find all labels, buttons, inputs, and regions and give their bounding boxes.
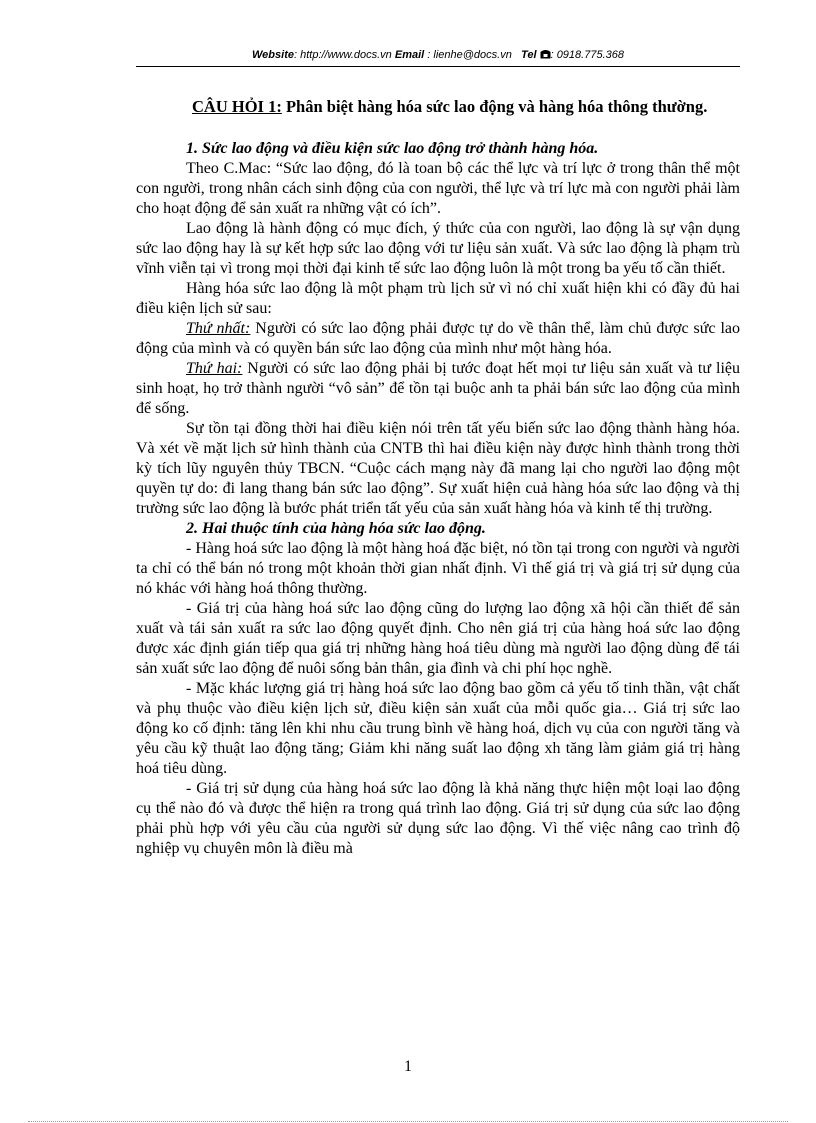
section-heading-1: 1. Sức lao động và điều kiện sức lao động trở thành hàng hóa.	[186, 140, 599, 157]
paragraph: - Giá trị của hàng hoá sức lao động cũng do lượng lao động xã hội cần thiết để sản xuất và tái sản xuất ra sức lao động quyết định. Cho nên giá trị của hàng hoá sức lao động được xác định gián tiếp qua giá trị những hàng hoá tiêu dùng mà người lao động dùng để tái sản xuất sức lao động để nuôi sống bản thân, gia đình và chi phí học nghề.	[136, 600, 740, 677]
condition-label: Thứ hai:	[186, 360, 243, 377]
page-number: 1	[404, 1058, 412, 1075]
paragraph: Sự tồn tại đồng thời hai điều kiện nói trên tất yếu biến sức lao động thành hàng hóa. Và xét về mặt lịch sử hình thành của CNTB thì hai điều kiện này được hình thành trong thời kỳ tích lũy nguyên thủy TBCN. “Cuộc cách mạng này đã mang lại cho người lao động một quyền tự do: đi lang thang bán sức lao động”. Sự xuất hiện cuả hàng hóa sức lao động và thị trường sức lao động là bước phát triển tất yếu của sản xuất hàng hóa và kinh tế thị trường.	[136, 420, 740, 517]
website-label: Website	[252, 49, 294, 61]
paragraph: - Hàng hoá sức lao động là một hàng hoá đặc biệt, nó tồn tại trong con người và người ta chỉ có thể bán nó trong một khoản thời gian nhất định. Vì thế giá trị và giá trị sử dụng của nó khác với hàng hoá thông thường.	[136, 540, 740, 597]
header-divider	[136, 66, 740, 67]
question-label: CÂU HỎI 1:	[192, 97, 282, 116]
page-header	[136, 48, 740, 62]
paragraph: Theo C.Mac: “Sức lao động, đó là toan bộ các thể lực và trí lực ở trong thân thể một con người, trong nhân cách sinh động của con người, thể lực và trí lực mà con người phải làm cho hoạt động để sản xuất ra những vật có ích”.	[136, 160, 740, 217]
paragraph: Hàng hóa sức lao động là một phạm trù lịch sử vì nó chỉ xuất hiện khi có đầy đủ hai điều kiện lịch sử sau:	[136, 280, 740, 317]
paragraph: - Mặc khác lượng giá trị hàng hoá sức lao động bao gồm cả yếu tố tinh thần, vật chất và phụ thuộc vào điều kiện lịch sử, điều kiện sản xuất của mỗi quốc gia… Giá trị sức lao động ko cố định: tăng lên khi nhu cầu trung bình về hàng hoá, dịch vụ của con người tăng và yêu cầu kỹ thuật lao động tăng; Giảm khi năng suất lao động xh tăng làm giảm giá trị hàng hoá tiêu dùng.	[136, 680, 740, 777]
tel-label: Tel	[521, 49, 537, 61]
paragraph: - Giá trị sử dụng của hàng hoá sức lao động là khả năng thực hiện một loại lao động cụ thể nào đó và được thể hiện ra trong quá trình lao động. Giá trị sử dụng của sức lao động phải phù hợp với yêu cầu của người sử dụng sức lao động. Vì thế việc nâng cao trình độ nghiệp vụ chuyên môn là điều mà	[136, 780, 740, 857]
section-heading-2: 2. Hai thuộc tính của hàng hóa sức lao động.	[186, 520, 486, 537]
tel-value: : 0918.775.368	[550, 49, 624, 61]
question-text: Phân biệt hàng hóa sức lao động và hàng hóa thông thường.	[281, 97, 708, 116]
email-value[interactable]: : lienhe@docs.vn	[424, 49, 512, 61]
page-bottom-border	[28, 1121, 788, 1122]
condition-text: Người có sức lao động phải bị tước đoạt hết mọi tư liệu sản xuất và tư liệu sinh hoạt, họ trở thành người “vô sản” để tồn tại buộc anh ta phải bán sức lao động của mình để sống.	[136, 360, 740, 417]
condition-paragraph	[136, 319, 740, 359]
condition-label: Thứ nhất:	[186, 320, 251, 337]
condition-paragraph	[136, 359, 740, 419]
question-title	[136, 97, 740, 117]
email-label: Email	[394, 49, 425, 61]
condition-text: Người có sức lao động phải được tự do về thân thể, làm chủ được sức lao động của mình và có quyền bán sức lao động của mình như một hàng hóa.	[136, 320, 741, 357]
paragraph: Lao động là hành động có mục đích, ý thức của con người, lao động là sự vận dụng sức lao động hay là sự kết hợp sức lao động với tư liệu sản xuất. Và sức lao động là phạm trù vĩnh viễn tại vì trong mọi thời đại kinh tế sức lao động luôn là một trong ba yếu tố cần thiết.	[136, 220, 740, 277]
document-body	[136, 97, 740, 859]
phone-icon	[540, 49, 551, 59]
website-url[interactable]: : http://www.docs.vn	[293, 49, 392, 61]
